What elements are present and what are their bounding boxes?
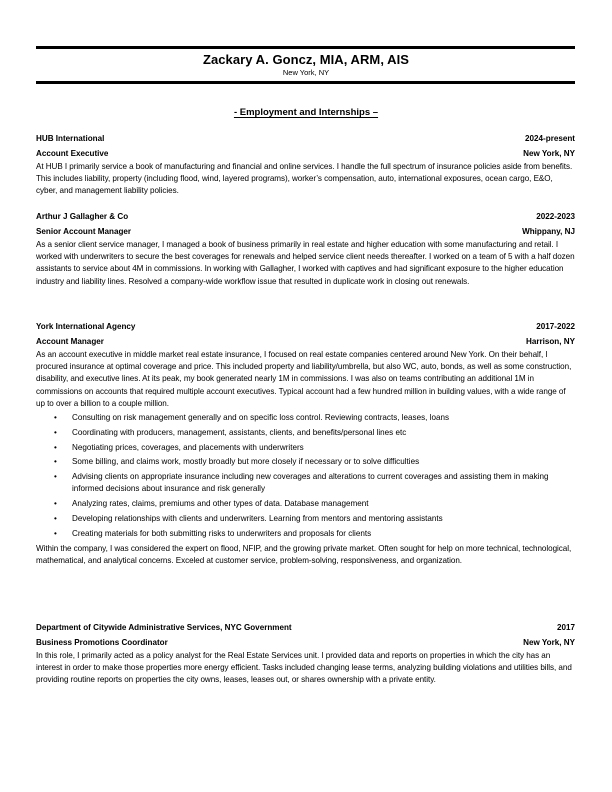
bullet-dot-icon: • — [54, 499, 57, 509]
job-location: New York, NY — [523, 149, 575, 158]
bullet-text: Creating materials for both submitting risks to underwriters and proposals for clients — [72, 528, 372, 538]
header-bottom-rule — [36, 81, 575, 84]
job-company: York International Agency — [36, 322, 136, 331]
bullet-item — [36, 513, 575, 525]
bullet-item — [36, 427, 575, 439]
bullet-item — [36, 528, 575, 540]
section-heading-employment — [0, 107, 612, 118]
job-description: In this role, I primarily acted as a policy analyst for the Real Estate Services unit. I provided data and reports on properties in which the city has an interest in order to make those properties more energy efficient. Tasks included changing lease terms, analyzing building violations and utilities bills, and providing routine reports on properties the city owns, leases, leases out, or shares ownership with a private entity. — [36, 651, 572, 685]
job-company-row — [36, 319, 575, 334]
header-top-rule — [36, 46, 575, 49]
job-title: Senior Account Manager — [36, 227, 132, 236]
bullet-dot-icon: • — [54, 442, 57, 452]
job-company-row — [36, 620, 575, 635]
job-title: Account Executive — [36, 149, 109, 158]
job-description: As an account executive in middle market real estate insurance, I focused on real estate companies centered around New York. On their behalf, I procured insurance at optimal coverage and price. This included property and liability/umbrella, but also WC, auto, bonds, as well as some construction, disability, and executive lines. At its peak, my book generated nearly 1M in commissions. I was also on teams contributing an additional 1M in commissions on accounts that required multiple account executives. Typical account had a few hundred million in building values, with a wide range of up to over a billion to a couple million. — [36, 350, 572, 408]
bullet-text: Coordinating with producers, management, assistants, clients, and benefits/personal lines etc — [72, 427, 407, 437]
bullet-dot-icon: • — [54, 427, 57, 437]
job-entry-dcas — [36, 620, 575, 687]
job-location: Whippany, NJ — [522, 227, 575, 236]
job-dates: 2024-present — [525, 134, 575, 143]
bullet-item — [36, 442, 575, 454]
bullet-text: Some billing, and claims work, mostly broadly but more closely if necessary or to solve difficulties — [72, 457, 420, 467]
job-title: Account Manager — [36, 337, 104, 346]
job-company: Arthur J Gallagher & Co — [36, 212, 129, 221]
job-title-row — [36, 334, 575, 349]
job-title: Business Promotions Coordinator — [36, 638, 168, 647]
bullet-item — [36, 471, 575, 495]
job-entry-gallagher — [36, 209, 575, 288]
bullet-dot-icon: • — [54, 457, 57, 467]
job-location: New York, NY — [523, 638, 575, 647]
candidate-name: Zackary A. Goncz, MIA, ARM, AIS — [203, 52, 409, 67]
job-closing-summary: Within the company, I was considered the expert on flood, NFIP, and the growing private market. Often sought for help on more technical, technological, mathematical, and analytical concerns. Exceled at customer service, problem-solving, responsiveness, and organization. — [36, 543, 572, 565]
bullet-dot-icon: • — [54, 472, 57, 482]
job-bullet-list — [36, 412, 575, 540]
bullet-text: Consulting on risk management generally and on specific loss control. Reviewing contracts, leases, loans — [72, 413, 450, 423]
job-location: Harrison, NY — [525, 337, 575, 346]
bullet-dot-icon: • — [54, 528, 57, 538]
job-title-row — [36, 635, 575, 650]
job-title-row — [36, 224, 575, 239]
job-dates: 2017-2022 — [536, 322, 575, 331]
candidate-location: New York, NY — [282, 68, 330, 77]
job-dates: 2022-2023 — [536, 212, 575, 221]
bullet-item — [36, 412, 575, 424]
bullet-text: Developing relationships with clients and underwriters. Learning from mentors and mentoring assistants — [72, 514, 443, 523]
job-dates: 2017 — [556, 623, 575, 632]
bullet-item — [36, 456, 575, 468]
section-heading-text: - Employment and Internships – — [233, 107, 379, 118]
job-company-row — [36, 209, 575, 224]
job-title-row — [36, 146, 575, 161]
bullet-text: Analyzing rates, claims, premiums and other types of data. Database management — [72, 499, 369, 509]
job-company: Department of Citywide Administrative Services, NYC Government — [36, 623, 292, 632]
job-company: HUB International — [36, 134, 105, 143]
bullet-dot-icon: • — [54, 514, 57, 523]
job-entry-york — [36, 319, 575, 567]
job-description: As a senior client service manager, I managed a book of business primarily in real estate and higher education with some manufacturing and retail. I worked with underwriters to secure the best coverages for renewals and helped service client needs thereafter. I worked on a team of 5 with a half dozen assistants to service about 4M in commissions. In working with Gallagher, I worked with captives and had significant exposure to the higher education industry and liability lines. Resolved a company-wide workflow issue that resulted in duplicate work in closing out renewals. — [36, 240, 575, 286]
bullet-item — [36, 498, 575, 510]
bullet-text: Negotiating prices, coverages, and placements with underwriters — [72, 442, 304, 452]
job-company-row — [36, 131, 575, 146]
bullet-dot-icon: • — [54, 413, 57, 423]
job-description: At HUB I primarily service a book of manufacturing and financial and online services. I handle the full spectrum of insurance policies aside from benefits. This includes liability, property (including flood, wind, layered programs), worker’s compensation, auto, international exposures, ocean cargo, E&O, cyber, and management liability policies. — [36, 162, 573, 196]
job-entry-hub — [36, 131, 575, 198]
bullet-text: Advising clients on appropriate insurance including new coverages and alterations to current coverages and assisting them in making informed decisions about insurance and risk generally — [72, 472, 549, 494]
